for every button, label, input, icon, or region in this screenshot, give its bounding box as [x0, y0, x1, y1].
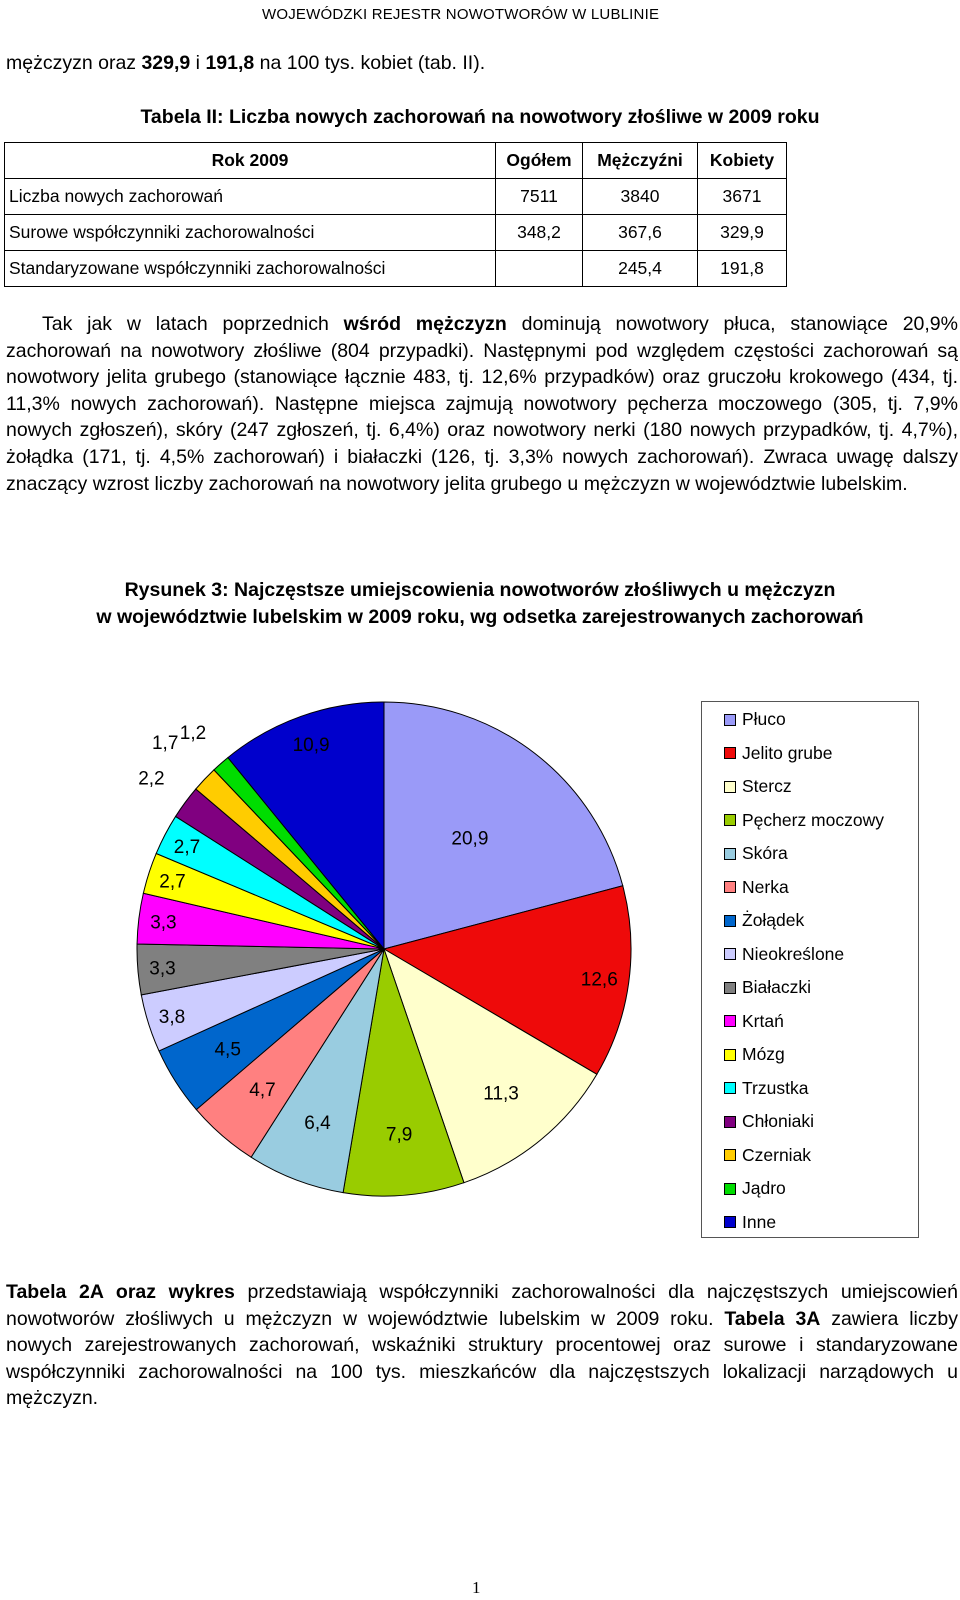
- legend-swatch: [724, 1149, 736, 1161]
- legend-item: [724, 770, 918, 804]
- legend-label: Białaczki: [742, 977, 812, 998]
- paragraph-bold: Tabela 3A: [724, 1307, 821, 1330]
- pie-value-label: 3,3: [149, 958, 176, 980]
- legend-swatch: [724, 915, 736, 927]
- legend-swatch: [724, 1183, 736, 1195]
- legend-item: [724, 703, 918, 737]
- cell-total: [496, 251, 583, 287]
- legend-label: Skóra: [742, 843, 788, 864]
- legend-item: [724, 1005, 918, 1039]
- cell-men: 3840: [583, 179, 698, 215]
- table-row: [5, 215, 787, 251]
- pie-value-label: 3,3: [150, 912, 177, 934]
- legend-swatch: [724, 1049, 736, 1061]
- legend-label: Czerniak: [742, 1144, 812, 1165]
- pie-value-label: 1,2: [179, 723, 207, 745]
- incidence-table: [4, 142, 787, 287]
- paragraph-men: [6, 311, 958, 497]
- intro-value-2: 191,8: [205, 52, 255, 74]
- cell-men: 367,6: [583, 215, 698, 251]
- paragraph-text: przedstawiają współczynniki zachorowalności dla najczęstszych umiejscowień nowotworów złośliwych u mężczyzn w województwie lubelskim w 2009 roku.: [6, 1281, 958, 1330]
- pie-value-label: 3,8: [158, 1007, 186, 1028]
- legend-item: [724, 904, 918, 938]
- pie-value-label: 1,7: [151, 732, 179, 754]
- legend-label: Pęcherz moczowy: [742, 809, 884, 830]
- intro-text: mężczyzn oraz: [6, 52, 142, 74]
- legend-label: Jądro: [742, 1178, 786, 1199]
- legend-swatch: [724, 881, 736, 893]
- legend-item: [724, 871, 918, 905]
- pie-value-label: 10,9: [292, 735, 330, 757]
- legend-item: [724, 938, 918, 972]
- pie-value-label: 2,7: [159, 871, 186, 893]
- legend-item: [724, 971, 918, 1005]
- intro-value-1: 329,9: [141, 52, 191, 74]
- legend-swatch: [724, 781, 736, 793]
- pie-value-label: 7,9: [385, 1124, 413, 1146]
- paragraph-tables: [6, 1279, 958, 1412]
- legend-swatch: [724, 1082, 736, 1094]
- legend-label: Jelito grube: [742, 742, 833, 763]
- legend-label: Inne: [742, 1211, 777, 1232]
- cell-men: 245,4: [583, 251, 698, 287]
- intro-text: i: [190, 52, 206, 74]
- figure-title: [0, 577, 960, 631]
- legend-item: [724, 1206, 918, 1240]
- page-number: 1: [472, 1578, 481, 1597]
- legend-item: [724, 1105, 918, 1139]
- pie-value-label: 6,4: [304, 1112, 331, 1134]
- legend-label: Nerka: [742, 876, 789, 897]
- legend-swatch: [724, 848, 736, 860]
- pie-chart: [0, 688, 700, 1228]
- legend-swatch: [724, 982, 736, 994]
- pie-value-label: 2,2: [138, 768, 165, 790]
- figure-title-line: Rysunek 3: Najczęstsze umiejscowienia nowotworów złośliwych u mężczyzn: [124, 579, 836, 601]
- legend-item: [724, 1038, 918, 1072]
- table-header-row: [5, 143, 787, 179]
- header-cell: Mężczyźni: [583, 143, 698, 179]
- legend-swatch: [724, 814, 736, 826]
- pie-value-label: 20,9: [451, 828, 489, 850]
- header-cell: Kobiety: [698, 143, 787, 179]
- legend-label: Nieokreślone: [742, 943, 845, 964]
- legend-swatch: [724, 1116, 736, 1128]
- intro-text: na 100 tys. kobiet (tab. II).: [254, 52, 486, 74]
- legend-label: Żołądek: [742, 910, 805, 931]
- pie-value-label: 4,5: [214, 1039, 241, 1061]
- legend-item: [724, 1139, 918, 1173]
- row-label: Standaryzowane współczynniki zachorowalności: [5, 251, 496, 287]
- paragraph-text: Tak jak w latach poprzednich: [42, 313, 344, 335]
- paragraph-text: zawiera liczby nowych zarejestrowanych zachorowań, wskaźniki struktury procentowej oraz surowe i standaryzowane współczynniki zachorowalności na 100 tys. mieszkańców dla najczęstszych lokalizacji narządowych u mężczyzn.: [6, 1307, 958, 1410]
- legend-label: Stercz: [742, 776, 792, 797]
- table-row: [5, 179, 787, 215]
- table-title: Tabela II: Liczba nowych zachorowań na nowotwory złośliwe w 2009 roku: [140, 106, 820, 128]
- intro-line: [6, 52, 485, 75]
- legend-label: Płuco: [742, 709, 786, 730]
- figure-title-line: w województwie lubelskim w 2009 roku, wg odsetka zarejestrowanych zachorowań: [96, 606, 864, 628]
- legend-item: [724, 737, 918, 771]
- chart-legend: [701, 701, 919, 1238]
- legend-swatch: [724, 747, 736, 759]
- cell-total: 7511: [496, 179, 583, 215]
- legend-label: Trzustka: [742, 1077, 809, 1098]
- pie-value-label: 4,7: [249, 1079, 276, 1101]
- running-header: WOJEWÓDZKI REJESTR NOWOTWORÓW W LUBLINIE: [262, 6, 660, 23]
- legend-item: [724, 1172, 918, 1206]
- cell-women: 329,9: [698, 215, 787, 251]
- header-cell: Ogółem: [496, 143, 583, 179]
- pie-value-label: 11,3: [483, 1083, 519, 1105]
- header-cell: Rok 2009: [5, 143, 496, 179]
- legend-item: [724, 837, 918, 871]
- row-label: Surowe współczynniki zachorowalności: [5, 215, 496, 251]
- legend-label: Mózg: [742, 1044, 785, 1065]
- cell-women: 191,8: [698, 251, 787, 287]
- legend-item: [724, 804, 918, 838]
- paragraph-bold: wśród mężczyzn: [343, 313, 507, 335]
- legend-item: [724, 1072, 918, 1106]
- legend-swatch: [724, 1015, 736, 1027]
- table-row: [5, 251, 787, 287]
- cell-women: 3671: [698, 179, 787, 215]
- row-label: Liczba nowych zachorowań: [5, 179, 496, 215]
- legend-swatch: [724, 714, 736, 726]
- legend-swatch: [724, 1216, 736, 1228]
- legend-label: Chłoniaki: [742, 1111, 814, 1132]
- pie-value-label: 12,6: [580, 969, 618, 991]
- legend-swatch: [724, 948, 736, 960]
- paragraph-bold: Tabela 2A oraz wykres: [6, 1281, 235, 1303]
- cell-total: 348,2: [496, 215, 583, 251]
- legend-label: Krtań: [742, 1010, 784, 1031]
- pie-value-label: 2,7: [173, 837, 201, 858]
- paragraph-text: dominują nowotwory płuca, stanowiące 20,9% zachorowań na nowotwory złośliwe (804 przypadki). Następnymi pod względem częstości zachorowań są nowotwory jelita grubego (stanowiące łącznie 483, tj. 12,6% przypadków) oraz gruczołu krokowego (434, tj. 11,3% nowych zachorowań). Następne miejsca zajmują nowotwory pęcherza moczowego (305, tj. 7,9% nowych zgłoszeń), skóry (247 zgłoszeń, tj. 6,4%) oraz nowotwory nerki (180 nowych przypadków, tj. 4,7%), żołądka (171, tj. 4,5% zachorowań) i białaczki (126, tj. 3,3% nowych zachorowań). Zwraca uwagę dalszy znaczący wzrost liczby zachorowań na nowotwory jelita grubego u mężczyzn w województwie lubelskim.: [6, 313, 958, 495]
